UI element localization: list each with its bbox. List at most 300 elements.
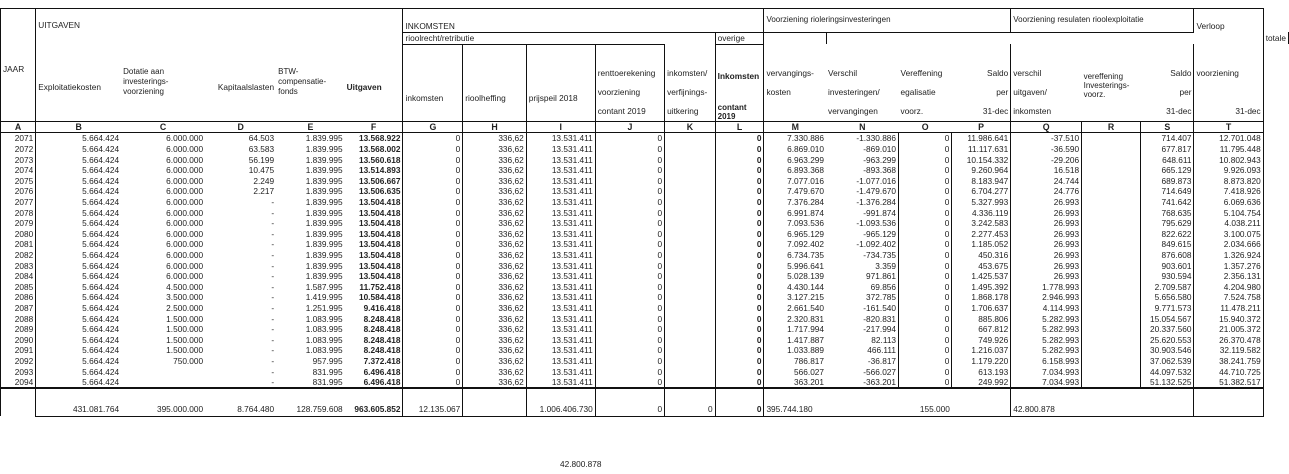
col-l-label-1: Inkomsten <box>717 70 760 81</box>
cell-p: 1.706.637 <box>952 303 1011 314</box>
letter-i: I <box>526 121 595 133</box>
table-row <box>1 186 1289 197</box>
cell-e: 1.839.995 <box>305 144 343 155</box>
cell-k <box>665 250 716 261</box>
cell-k <box>665 292 716 303</box>
cell-b: 5.664.424 <box>82 165 120 176</box>
cell-c: 6.000.000 <box>166 228 204 239</box>
total-p <box>952 402 1011 416</box>
total-c: 395.000.000 <box>121 402 205 416</box>
cell-i: 13.531.411 <box>526 292 595 303</box>
cell-l: 0 <box>715 250 764 261</box>
cell-i: 13.531.411 <box>526 313 595 324</box>
cell-m: 7.093.536 <box>787 218 825 229</box>
cell-g: 0 <box>403 218 463 229</box>
cell-j: 0 <box>595 366 664 377</box>
cell-t: 8.873.820 <box>1194 176 1263 187</box>
cell-s: 9.771.573 <box>1141 303 1194 314</box>
total-l: 0 <box>715 402 764 416</box>
cell-n: -965.129 <box>863 228 897 239</box>
letter-o: O <box>899 121 952 133</box>
totals-spacer <box>1141 388 1194 402</box>
cell-d: - <box>271 207 275 218</box>
cell-r <box>1082 218 1141 229</box>
cell-f: 9.416.418 <box>363 302 401 313</box>
cell-p: 1.495.392 <box>952 282 1011 293</box>
totals-spacer <box>36 388 121 402</box>
cell-q: 26.993 <box>1011 239 1082 250</box>
cell-k <box>665 334 716 345</box>
cell-t: 10.802.943 <box>1194 154 1263 165</box>
cell-a: 2073 <box>1 154 36 165</box>
cell-h: 336,62 <box>463 207 526 218</box>
cell-k <box>665 186 716 197</box>
cell-m: 6.965.129 <box>787 228 825 239</box>
cell-e: 831.995 <box>312 366 343 377</box>
cell-n: 82.113 <box>871 334 897 345</box>
cell-t: 12.701.048 <box>1194 133 1263 144</box>
cell-j: 0 <box>595 271 664 282</box>
totals-spacer <box>1194 388 1263 402</box>
cell-d: - <box>271 313 275 324</box>
cell-o: 0 <box>899 133 952 144</box>
cell-m: 6.893.368 <box>787 165 825 176</box>
cell-m: 5.996.641 <box>787 260 825 271</box>
cell-j: 0 <box>595 377 664 389</box>
cell-d: 2.249 <box>253 175 275 186</box>
cell-s: 689.873 <box>1141 176 1194 187</box>
cell-p: 249.992 <box>952 377 1011 389</box>
cell-q: 26.993 <box>1011 207 1082 218</box>
cell-o: 0 <box>899 207 952 218</box>
cell-j: 0 <box>595 144 664 155</box>
totals-spacer <box>715 388 764 402</box>
cell-g: 0 <box>403 197 463 208</box>
cell-f: 6.496.418 <box>345 377 403 389</box>
col-n-label-3: vervangingen <box>828 105 878 116</box>
cell-j: 0 <box>595 313 664 324</box>
col-b-label: Exploitatiekosten <box>38 82 101 93</box>
header-uitgaven: UITGAVEN <box>36 9 403 33</box>
cell-m: 786.817 <box>794 355 825 366</box>
cell-b: 5.664.424 <box>82 260 120 271</box>
letter-d: D <box>205 121 276 133</box>
cell-c: 6.000.000 <box>166 218 204 229</box>
cell-e: 1.083.995 <box>305 334 343 345</box>
cell-i: 13.531.411 <box>526 324 595 335</box>
cell-s: 2.709.587 <box>1141 282 1194 293</box>
total-j: 0 <box>595 402 664 416</box>
cell-b: 5.664.424 <box>82 345 120 356</box>
header-overige: overige <box>715 32 764 44</box>
cell-a: 2088 <box>1 313 36 324</box>
cell-h: 336,62 <box>463 239 526 250</box>
table-row <box>1 324 1289 335</box>
cell-e: 1.839.995 <box>305 250 343 261</box>
cell-k <box>665 313 716 324</box>
table-row <box>1 260 1289 271</box>
header-totale: totale <box>1263 32 1288 44</box>
cell-b: 5.664.424 <box>82 313 120 324</box>
total-n <box>826 402 899 416</box>
cell-s: 51.132.525 <box>1141 377 1194 389</box>
cell-j: 0 <box>595 345 664 356</box>
cell-a: 2075 <box>1 176 36 187</box>
cell-p: 11.117.631 <box>952 144 1011 155</box>
cell-q: 5.282.993 <box>1011 345 1082 356</box>
cell-t: 9.926.093 <box>1194 165 1263 176</box>
cell-k <box>665 260 716 271</box>
cell-g: 0 <box>403 229 463 240</box>
cell-n: -869.010 <box>863 144 897 155</box>
col-q-label-1: verschil <box>1013 67 1042 78</box>
header-voorziening-riolering: Voorziening rioleringsinvesteringen <box>764 9 1011 33</box>
cell-h: 336,62 <box>463 144 526 155</box>
cell-c: 6.000.000 <box>166 271 204 282</box>
cell-l: 0 <box>715 377 764 389</box>
cell-c: 6.000.000 <box>166 165 204 176</box>
col-s-label-1: Saldo <box>1170 67 1192 78</box>
cell-r <box>1082 197 1141 208</box>
cell-i: 13.531.411 <box>526 303 595 314</box>
cell-d: 63.583 <box>248 144 275 155</box>
cell-c: 6.000.000 <box>166 144 204 155</box>
cell-f: 13.504.418 <box>358 197 401 208</box>
cell-n: -363.201 <box>826 377 899 389</box>
cell-p: 10.154.332 <box>952 154 1011 165</box>
col-c-label: Dotatie aan investerings-voorziening <box>123 67 169 97</box>
cell-e: 1.839.995 <box>305 271 343 282</box>
cell-k <box>665 165 716 176</box>
cell-p: 4.336.119 <box>952 207 1011 218</box>
cell-e: 831.995 <box>276 377 345 389</box>
table-row <box>1 239 1289 250</box>
cell-p: 1.868.178 <box>952 292 1011 303</box>
cell-r <box>1082 303 1141 314</box>
cell-q: -37.510 <box>1011 133 1082 144</box>
header-voorziening-resultaten: Voorziening resulaten rioolexploitatie <box>1011 9 1194 33</box>
cell-a: 2084 <box>1 271 36 282</box>
total-f: 963.605.852 <box>345 402 403 416</box>
cell-l: 0 <box>715 313 764 324</box>
cell-c: 750.000 <box>173 355 204 366</box>
cell-q: 1.778.993 <box>1011 282 1082 293</box>
cell-n: 69.856 <box>870 281 897 292</box>
col-n-label-2: investeringen/ <box>828 86 880 97</box>
cell-o: 0 <box>899 303 952 314</box>
cell-g: 0 <box>403 324 463 335</box>
cell-j: 0 <box>595 154 664 165</box>
cell-j: 0 <box>595 292 664 303</box>
cell-k <box>665 239 716 250</box>
cell-m: 2.661.540 <box>787 302 825 313</box>
cell-d: - <box>271 281 275 292</box>
col-o-label-1: Vereffening <box>900 67 943 78</box>
cell-q: 24.744 <box>1011 176 1082 187</box>
letter-t: T <box>1194 121 1263 133</box>
cell-s: 648.611 <box>1141 154 1194 165</box>
cell-g: 0 <box>403 345 463 356</box>
cell-e: 1.083.995 <box>305 313 343 324</box>
cell-k <box>665 345 716 356</box>
cell-i: 13.531.411 <box>526 176 595 187</box>
cell-o: 0 <box>899 324 952 335</box>
cell-c: 6.000.000 <box>166 154 204 165</box>
total-t <box>1194 402 1263 416</box>
cell-o: 0 <box>899 186 952 197</box>
cell-g: 0 <box>403 334 463 345</box>
cell-i: 13.531.411 <box>526 144 595 155</box>
cell-p: 667.812 <box>952 324 1011 335</box>
cell-r <box>1082 260 1141 271</box>
cell-r <box>1082 313 1141 324</box>
letter-f: F <box>345 121 403 133</box>
cell-e: 1.839.995 <box>305 218 343 229</box>
cell-a: 2087 <box>1 303 36 314</box>
cell-r <box>1082 229 1141 240</box>
letter-q: Q <box>1011 121 1082 133</box>
cell-f: 13.568.002 <box>358 144 401 155</box>
cell-l: 0 <box>715 229 764 240</box>
cell-c: 6.000.000 <box>166 239 204 250</box>
cell-o: 0 <box>899 292 952 303</box>
cell-g: 0 <box>403 313 463 324</box>
cell-k <box>665 377 716 389</box>
cell-f: 13.514.893 <box>358 165 401 176</box>
cell-o: 0 <box>899 154 952 165</box>
cell-d: 10.475 <box>248 165 275 176</box>
cell-t: 7.418.926 <box>1194 186 1263 197</box>
cell-f: 13.504.418 <box>358 260 401 271</box>
cell-q: 26.993 <box>1011 260 1082 271</box>
totals-row <box>1 402 1289 416</box>
col-e-label: BTW-compensatie-fonds <box>278 67 327 97</box>
table-row <box>1 250 1289 261</box>
cell-j: 0 <box>595 133 664 144</box>
cell-t: 11.795.448 <box>1194 144 1263 155</box>
header-jaar: JAAR <box>1 9 36 122</box>
cell-j: 0 <box>595 282 664 293</box>
cell-j: 0 <box>595 229 664 240</box>
cell-h: 336,62 <box>463 229 526 240</box>
cell-o: 0 <box>899 282 952 293</box>
cell-g: 0 <box>403 144 463 155</box>
cell-d: - <box>271 366 275 377</box>
cell-o: 0 <box>899 345 952 356</box>
cell-c: 1.500.000 <box>166 334 204 345</box>
cell-r <box>1082 165 1141 176</box>
cell-d: - <box>271 271 275 282</box>
letter-n: N <box>826 121 899 133</box>
cell-q: -36.590 <box>1011 144 1082 155</box>
totals-spacer <box>463 388 526 402</box>
letter-r: R <box>1082 121 1141 133</box>
cell-h: 336,62 <box>463 345 526 356</box>
cell-l: 0 <box>715 176 764 187</box>
col-g-label: inkomsten <box>403 44 463 121</box>
cell-c: 6.000.000 <box>166 197 204 208</box>
cell-k <box>665 366 716 377</box>
col-o-label-3: voorz. <box>900 105 924 116</box>
cell-i: 13.531.411 <box>526 186 595 197</box>
cell-n: -1.092.402 <box>856 239 897 250</box>
cell-p: 749.926 <box>952 334 1011 345</box>
cell-d: - <box>271 228 275 239</box>
cell-h: 336,62 <box>463 154 526 165</box>
cell-o: 0 <box>899 165 952 176</box>
col-m-label-1: vervangings- <box>766 67 814 78</box>
cell-a: 2094 <box>1 377 36 389</box>
cell-m: 7.330.886 <box>787 133 825 144</box>
cell-m: 363.201 <box>764 377 826 389</box>
cell-p: 3.242.583 <box>952 218 1011 229</box>
cell-d: 2.217 <box>253 186 275 197</box>
cell-a: 2078 <box>1 207 36 218</box>
cell-b: 5.664.424 <box>82 239 120 250</box>
cell-h: 336,62 <box>463 197 526 208</box>
col-h-label: rioolheffing <box>463 44 526 121</box>
cell-m: 7.092.402 <box>787 239 825 250</box>
cell-b: 5.664.424 <box>82 197 120 208</box>
cell-n: -963.299 <box>863 154 897 165</box>
cell-o: 0 <box>899 229 952 240</box>
cell-o: 0 <box>899 176 952 187</box>
col-d-label: Kapitaalslasten <box>217 82 275 93</box>
cell-n: -161.540 <box>863 302 897 313</box>
cell-a: 2089 <box>1 324 36 335</box>
cell-h: 336,62 <box>463 186 526 197</box>
cell-l: 0 <box>715 197 764 208</box>
cell-l: 0 <box>715 282 764 293</box>
col-o-label-2: egalisatie <box>900 86 936 97</box>
cell-d: 64.503 <box>248 133 275 144</box>
cell-g: 0 <box>403 250 463 261</box>
cell-t: 1.326.924 <box>1194 250 1263 261</box>
cell-m: 6.991.874 <box>787 207 825 218</box>
cell-k <box>665 271 716 282</box>
table-row <box>1 366 1289 377</box>
cell-m: 7.077.016 <box>787 175 825 186</box>
cell-i: 13.531.411 <box>526 260 595 271</box>
cell-r <box>1082 144 1141 155</box>
totals-spacer <box>595 388 664 402</box>
cell-q: 26.993 <box>1011 197 1082 208</box>
cell-r <box>1082 356 1141 367</box>
table-row <box>1 271 1289 282</box>
total-q: 42.800.878 <box>1011 402 1082 416</box>
letter-j: J <box>595 121 664 133</box>
totals-spacer <box>952 388 1011 402</box>
cell-r <box>1082 207 1141 218</box>
cell-r <box>1082 271 1141 282</box>
cell-g: 0 <box>403 154 463 165</box>
cell-t: 44.710.725 <box>1194 366 1263 377</box>
cell-s: 930.594 <box>1141 271 1194 282</box>
cell-t: 7.524.758 <box>1194 292 1263 303</box>
col-i-label: prijspeil 2018 <box>526 44 595 121</box>
cell-l: 0 <box>715 218 764 229</box>
cell-h: 336,62 <box>463 292 526 303</box>
cell-p: 8.183.947 <box>952 176 1011 187</box>
header-inkomsten: INKOMSTEN <box>403 9 764 33</box>
cell-m: 7.376.284 <box>787 197 825 208</box>
cell-p: 453.675 <box>952 260 1011 271</box>
cell-e: 1.587.995 <box>305 281 343 292</box>
cell-s: 25.620.553 <box>1141 334 1194 345</box>
cell-j: 0 <box>595 165 664 176</box>
cell-a: 2079 <box>1 218 36 229</box>
cell-a: 2091 <box>1 345 36 356</box>
cell-f: 13.560.618 <box>358 154 401 165</box>
cell-s: 903.601 <box>1141 260 1194 271</box>
col-j-label-1: renttoerekening <box>597 67 656 78</box>
cell-o: 0 <box>899 377 952 389</box>
cell-c: 2.500.000 <box>166 302 204 313</box>
cell-r <box>1082 292 1141 303</box>
cell-t: 6.069.636 <box>1194 197 1263 208</box>
cell-k <box>665 197 716 208</box>
cell-e: 1.839.995 <box>305 186 343 197</box>
totals-spacer <box>276 388 345 402</box>
cell-q: 5.282.993 <box>1011 324 1082 335</box>
cell-e: 1.839.995 <box>305 228 343 239</box>
cell-j: 0 <box>595 303 664 314</box>
cell-e: 1.839.995 <box>305 197 343 208</box>
cell-b: 5.664.424 <box>82 186 120 197</box>
cell-p: 1.185.052 <box>952 239 1011 250</box>
cell-n: -566.027 <box>863 366 897 377</box>
cell-q: 5.282.993 <box>1011 313 1082 324</box>
cell-b: 5.664.424 <box>82 218 120 229</box>
cell-i: 13.531.411 <box>526 250 595 261</box>
cell-r <box>1082 176 1141 187</box>
cell-t: 32.119.582 <box>1194 345 1263 356</box>
cell-f: 13.506.667 <box>358 175 401 186</box>
cell-f: 7.372.418 <box>363 355 401 366</box>
letter-c: C <box>121 121 205 133</box>
cell-e: 1.839.995 <box>305 133 343 144</box>
cell-n: -1.093.536 <box>856 218 897 229</box>
table-row <box>1 197 1289 208</box>
cell-f: 8.248.418 <box>363 334 401 345</box>
cell-a: 2086 <box>1 292 36 303</box>
col-t-label-1: voorziening <box>1196 67 1239 78</box>
cell-f: 10.584.418 <box>358 292 401 303</box>
cell-m: 6.734.735 <box>787 250 825 261</box>
cell-a: 2077 <box>1 197 36 208</box>
cell-p: 613.193 <box>952 366 1011 377</box>
cell-a: 2074 <box>1 165 36 176</box>
cell-d: - <box>271 260 275 271</box>
col-q-label-2: uitgaven/ <box>1013 86 1047 97</box>
cell-c: 6.000.000 <box>166 250 204 261</box>
cell-j: 0 <box>595 250 664 261</box>
cell-h: 336,62 <box>463 176 526 187</box>
cell-q: -29.206 <box>1011 154 1082 165</box>
cell-f: 8.248.418 <box>363 313 401 324</box>
cell-l: 0 <box>715 260 764 271</box>
cell-p: 1.179.220 <box>952 356 1011 367</box>
cell-j: 0 <box>595 218 664 229</box>
cell-i: 13.531.411 <box>526 154 595 165</box>
col-k-label-3: uitkering <box>667 105 699 116</box>
cell-s: 822.622 <box>1141 229 1194 240</box>
cell-l: 0 <box>715 133 764 144</box>
totals-spacer <box>403 388 463 402</box>
cell-f: 13.568.922 <box>358 133 401 144</box>
cell-i: 13.531.411 <box>526 239 595 250</box>
col-p-label-3: 31-dec <box>982 105 1009 116</box>
